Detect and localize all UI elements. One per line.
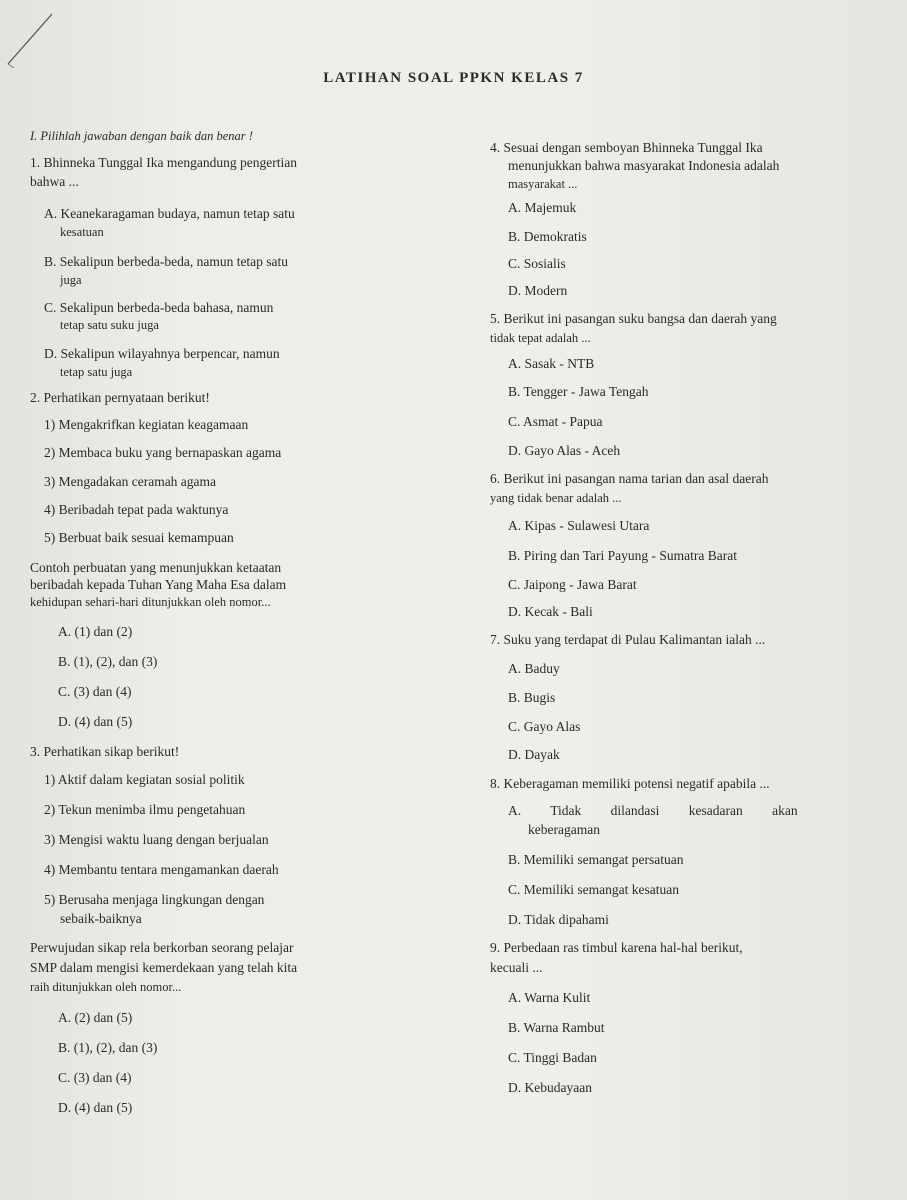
question-2-stem2-line-1: Contoh perbuatan yang menunjukkan ketaatan	[30, 560, 282, 575]
question-5-option-b[interactable]: B. Tengger - Jawa Tengah	[508, 384, 649, 399]
question-7-option-c[interactable]: C. Gayo Alas	[508, 719, 581, 734]
question-4-option-b[interactable]: B. Demokratis	[508, 229, 587, 244]
question-3-item-4: 4) Membantu tentara mengamankan daerah	[44, 862, 279, 877]
question-5-option-a[interactable]: A. Sasak - NTB	[508, 356, 595, 371]
question-3-item-2: 2) Tekun menimba ilmu pengetahuan	[44, 802, 246, 817]
question-3-stem2-line-3: raih ditunjukkan oleh nomor...	[30, 980, 182, 994]
question-1-option-c[interactable]: C. Sekalipun berbeda-beda bahasa, namun	[44, 300, 274, 315]
question-1-option-b-cont: juga	[60, 273, 82, 287]
question-1-stem-line-2: bahwa ...	[30, 174, 79, 189]
question-9-option-a[interactable]: A. Warna Kulit	[508, 990, 591, 1005]
question-4-option-a[interactable]: A. Majemuk	[508, 200, 577, 215]
question-8-option-a-cont: keberagaman	[528, 822, 600, 837]
question-3-option-b[interactable]: B. (1), (2), dan (3)	[58, 1040, 158, 1055]
question-6-option-a[interactable]: A. Kipas - Sulawesi Utara	[508, 518, 650, 533]
question-2-option-a[interactable]: A. (1) dan (2)	[58, 624, 133, 639]
question-2-stem: 2. Perhatikan pernyataan berikut!	[30, 390, 210, 405]
question-2-item-3: 3) Mengadakan ceramah agama	[44, 474, 217, 489]
question-1-option-a-cont: kesatuan	[60, 225, 104, 239]
question-4-stem-line-1: 4. Sesuai dengan semboyan Bhinneka Tunggal Ika	[490, 140, 763, 155]
question-2-option-d[interactable]: D. (4) dan (5)	[58, 714, 133, 729]
question-5-stem-line-2: tidak tepat adalah ...	[490, 331, 591, 345]
question-4-stem-line-2: menunjukkan bahwa masyarakat Indonesia adalah	[508, 158, 780, 173]
question-2-item-4: 4) Beribadah tepat pada waktunya	[44, 502, 229, 517]
question-7-option-d[interactable]: D. Dayak	[508, 747, 560, 762]
pen-stroke-mark	[4, 8, 64, 68]
question-6-stem-line-1: 6. Berikut ini pasangan nama tarian dan asal daerah	[490, 471, 769, 486]
question-4-stem-line-3: masyarakat ...	[508, 177, 578, 191]
question-3-item-1: 1) Aktif dalam kegiatan sosial politik	[44, 772, 245, 787]
question-8-stem: 8. Keberagaman memiliki potensi negatif apabila ...	[490, 776, 770, 791]
question-3-item-5-cont: sebaik-baiknya	[60, 911, 142, 926]
question-3-option-d[interactable]: D. (4) dan (5)	[58, 1100, 133, 1115]
question-2-option-b[interactable]: B. (1), (2), dan (3)	[58, 654, 158, 669]
question-9-stem-line-1: 9. Perbedaan ras timbul karena hal-hal berikut,	[490, 940, 743, 955]
question-7-option-a[interactable]: A. Baduy	[508, 661, 560, 676]
question-1-stem-line-1: 1. Bhinneka Tunggal Ika mengandung pengertian	[30, 155, 297, 170]
question-3-item-5: 5) Berusaha menjaga lingkungan dengan	[44, 892, 265, 907]
question-6-option-d[interactable]: D. Kecak - Bali	[508, 604, 593, 619]
question-3-option-c[interactable]: C. (3) dan (4)	[58, 1070, 132, 1085]
question-8-option-a[interactable]: A. Tidak dilandasi kesadaran akan	[508, 803, 798, 818]
question-1-option-d[interactable]: D. Sekalipun wilayahnya berpencar, namun	[44, 346, 280, 361]
question-4-option-d[interactable]: D. Modern	[508, 283, 568, 298]
question-4-option-c[interactable]: C. Sosialis	[508, 256, 566, 271]
question-2-item-2: 2) Membaca buku yang bernapaskan agama	[44, 445, 282, 460]
question-5-option-c[interactable]: C. Asmat - Papua	[508, 414, 603, 429]
question-9-option-b[interactable]: B. Warna Rambut	[508, 1020, 605, 1035]
question-6-option-c[interactable]: C. Jaipong - Jawa Barat	[508, 577, 637, 592]
instruction-text: I. Pilihlah jawaban dengan baik dan benar !	[30, 129, 253, 143]
question-9-stem-line-2: kecuali ...	[490, 960, 543, 975]
question-9-option-d[interactable]: D. Kebudayaan	[508, 1080, 592, 1095]
question-1-option-b[interactable]: B. Sekalipun berbeda-beda, namun tetap satu	[44, 254, 289, 269]
question-5-option-d[interactable]: D. Gayo Alas - Aceh	[508, 443, 621, 458]
question-6-stem-line-2: yang tidak benar adalah ...	[490, 491, 622, 505]
question-2-item-1: 1) Mengakrifkan kegiatan keagamaan	[44, 417, 249, 432]
question-2-stem2-line-3: kehidupan sehari-hari ditunjukkan oleh nomor...	[30, 595, 271, 609]
question-1-option-d-cont: tetap satu juga	[60, 365, 133, 379]
worksheet-title: LATIHAN SOAL PPKN KELAS 7	[323, 70, 584, 86]
question-8-option-d[interactable]: D. Tidak dipahami	[508, 912, 609, 927]
question-5-stem-line-1: 5. Berikut ini pasangan suku bangsa dan daerah yang	[490, 311, 777, 326]
question-7-option-b[interactable]: B. Bugis	[508, 690, 556, 705]
question-3-option-a[interactable]: A. (2) dan (5)	[58, 1010, 133, 1025]
question-7-stem: 7. Suku yang terdapat di Pulau Kalimantan ialah ...	[490, 632, 766, 647]
question-3-stem: 3. Perhatikan sikap berikut!	[30, 744, 180, 759]
question-1-option-c-cont: tetap satu suku juga	[60, 318, 159, 332]
question-2-stem2-line-2: beribadah kepada Tuhan Yang Maha Esa dalam	[30, 577, 287, 592]
question-3-stem2-line-1: Perwujudan sikap rela berkorban seorang pelajar	[30, 940, 294, 955]
question-8-option-b[interactable]: B. Memiliki semangat persatuan	[508, 852, 684, 867]
question-6-option-b[interactable]: B. Piring dan Tari Payung - Sumatra Barat	[508, 548, 738, 563]
question-2-option-c[interactable]: C. (3) dan (4)	[58, 684, 132, 699]
question-3-item-3: 3) Mengisi waktu luang dengan berjualan	[44, 832, 269, 847]
question-9-option-c[interactable]: C. Tinggi Badan	[508, 1050, 597, 1065]
question-1-option-a[interactable]: A. Keanekaragaman budaya, namun tetap satu	[44, 206, 295, 221]
question-8-option-c[interactable]: C. Memiliki semangat kesatuan	[508, 882, 679, 897]
question-3-stem2-line-2: SMP dalam mengisi kemerdekaan yang telah kita	[30, 960, 298, 975]
question-2-item-5: 5) Berbuat baik sesuai kemampuan	[44, 530, 234, 545]
